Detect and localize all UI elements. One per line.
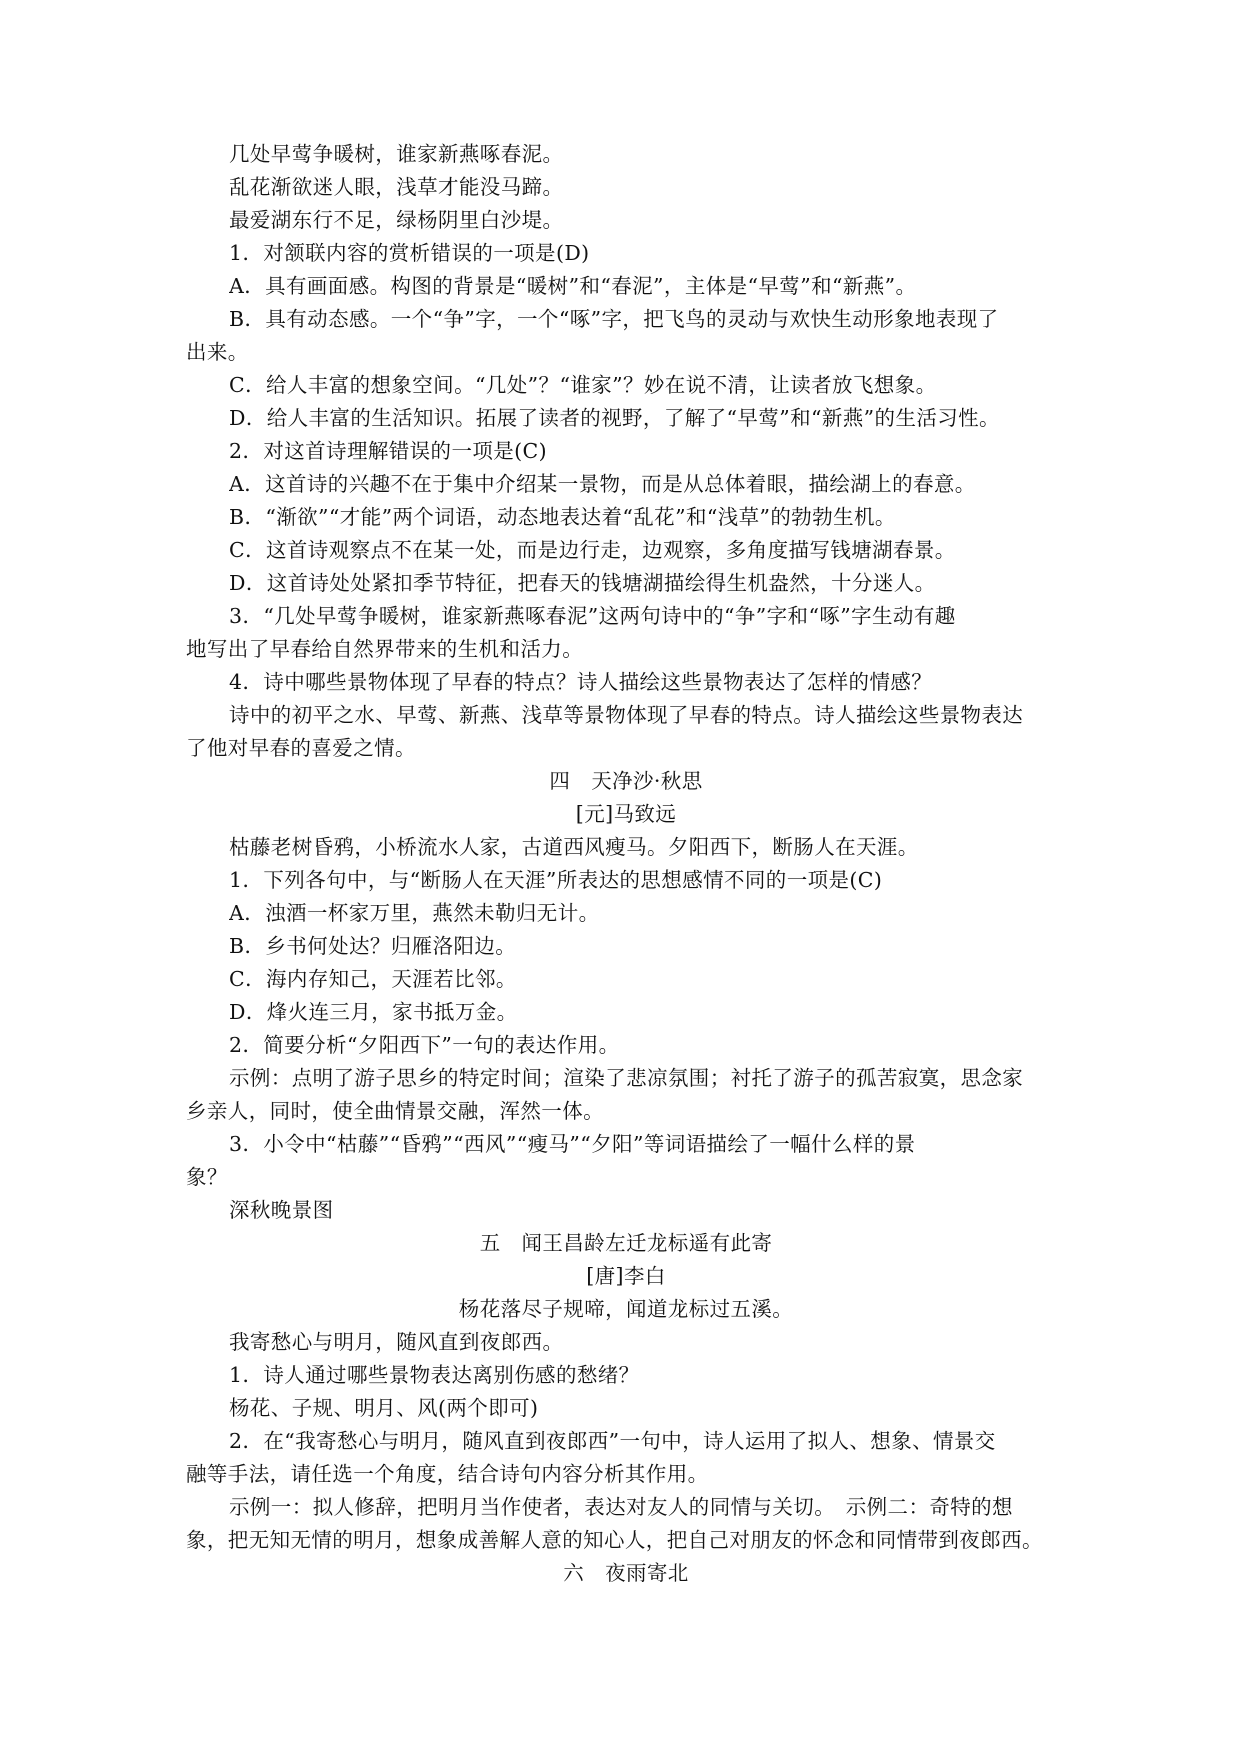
centered-heading-line: 四 天净沙·秋思 <box>549 769 703 793</box>
text-line: B．乡书何处达？归雁洛阳边。 <box>229 934 517 958</box>
text-line: D．烽火连三月，家书抵万金。 <box>229 1000 518 1024</box>
text-line: 乡亲人，同时，使全曲情景交融，浑然一体。 <box>186 1099 604 1123</box>
text-line: A．浊酒一杯家万里，燕然未勒归无计。 <box>229 901 600 925</box>
text-line: 枯藤老树昏鸦，小桥流水人家，古道西风瘦马。夕阳西下，断肠人在天涯。 <box>229 835 919 859</box>
text-line: 3．“几处早莺争暖树，谁家新燕啄春泥”这两句诗中的“争”字和“啄”字生动有趣 <box>229 604 956 628</box>
text-line: 示例：点明了游子思乡的特定时间；渲染了悲凉氛围；衬托了游子的孤苦寂寞，思念家 <box>229 1066 1024 1090</box>
text-line: 4．诗中哪些景物体现了早春的特点？诗人描绘这些景物表达了怎样的情感？ <box>229 670 933 694</box>
text-line: D．这首诗处处紧扣季节特征，把春天的钱塘湖描绘得生机盎然，十分迷人。 <box>229 571 936 595</box>
text-line: 2．简要分析“夕阳西下”一句的表达作用。 <box>229 1033 620 1057</box>
text-line: 1．下列各句中，与“断肠人在天涯”所表达的思想感情不同的一项是(C) <box>229 868 883 892</box>
text-line: 融等手法，请任选一个角度，结合诗句内容分析其作用。 <box>186 1462 709 1486</box>
text-line: 地写出了早春给自然界带来的生机和活力。 <box>186 637 584 661</box>
text-line: 1．对颔联内容的赏析错误的一项是(D) <box>229 241 590 265</box>
text-line: A．具有画面感。构图的背景是“暖树”和“春泥”，主体是“早莺”和“新燕”。 <box>229 274 917 298</box>
text-line: 几处早莺争暖树，谁家新燕啄春泥。 <box>229 142 564 166</box>
centered-heading-line: 六 夜雨寄北 <box>563 1561 689 1585</box>
text-line: B．“渐欲”“才能”两个词语，动态地表达着“乱花”和“浅草”的勃勃生机。 <box>229 505 896 529</box>
text-line: B．具有动态感。一个“争”字，一个“啄”字，把飞鸟的灵动与欢快生动形象地表现了 <box>229 307 999 331</box>
text-line: 杨花、子规、明月、风(两个即可) <box>229 1396 539 1420</box>
centered-heading-line: 杨花落尽子规啼，闻道龙标过五溪。 <box>458 1297 794 1321</box>
text-line: A．这首诗的兴趣不在于集中介绍某一景物，而是从总体着眼，描绘湖上的春意。 <box>229 472 976 496</box>
text-line: 1．诗人通过哪些景物表达离别伤感的愁绪？ <box>229 1363 640 1387</box>
centered-heading-line: 五 闻王昌龄左迁龙标遥有此寄 <box>479 1231 773 1255</box>
centered-heading-line: [元]马致远 <box>575 802 677 826</box>
text-line: C．海内存知己，天涯若比邻。 <box>229 967 517 991</box>
text-line: 出来。 <box>186 340 249 364</box>
text-line: 最爱湖东行不足，绿杨阴里白沙堤。 <box>229 208 564 232</box>
text-line: 2．在“我寄愁心与明月，随风直到夜郎西”一句中，诗人运用了拟人、想象、情景交 <box>229 1429 996 1453</box>
text-line: 示例一：拟人修辞，把明月当作使者，表达对友人的同情与关切。 示例二：奇特的想 <box>229 1495 1013 1519</box>
text-line: 象，把无知无情的明月，想象成善解人意的知心人，把自己对朋友的怀念和同情带到夜郎西。 <box>186 1528 1043 1552</box>
text-line: 2．对这首诗理解错误的一项是(C) <box>229 439 548 463</box>
centered-heading-line: [唐]李白 <box>586 1264 666 1288</box>
text-line: 乱花渐欲迷人眼，浅草才能没马蹄。 <box>229 175 564 199</box>
text-line: D．给人丰富的生活知识。拓展了读者的视野，了解了“早莺”和“新燕”的生活习性。 <box>229 406 1000 430</box>
text-line: 深秋晚景图 <box>229 1198 334 1222</box>
text-line: 象？ <box>186 1165 228 1189</box>
text-line: 我寄愁心与明月，随风直到夜郎西。 <box>229 1330 564 1354</box>
text-line: C．给人丰富的想象空间。“几处”？“谁家”？妙在说不清，让读者放飞想象。 <box>229 373 937 397</box>
text-line: 了他对早春的喜爱之情。 <box>186 736 416 760</box>
text-line: 3．小令中“枯藤”“昏鸦”“西风”“瘦马”“夕阳”等词语描绘了一幅什么样的景 <box>229 1132 916 1156</box>
text-line: 诗中的初平之水、早莺、新燕、浅草等景物体现了早春的特点。诗人描绘这些景物表达 <box>229 703 1024 727</box>
text-line: C．这首诗观察点不在某一处，而是边行走，边观察，多角度描写钱塘湖春景。 <box>229 538 956 562</box>
